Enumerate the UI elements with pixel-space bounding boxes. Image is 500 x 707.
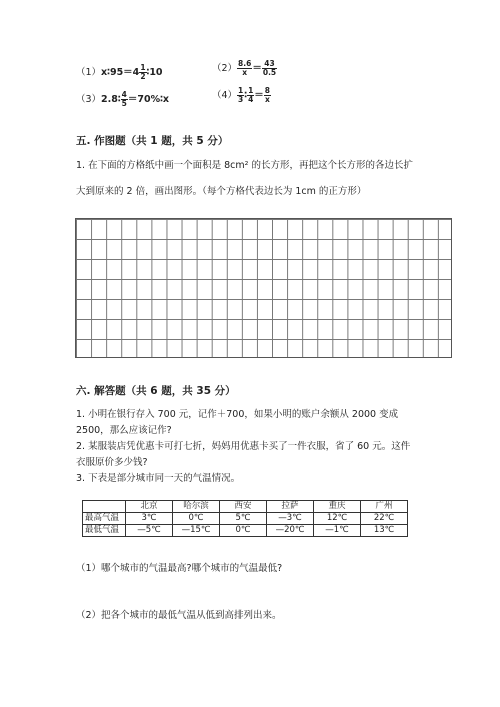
temperature-table [82,500,408,537]
sub-question-2: （2）把各个城市的最低气温从低到高排列出来。 [76,610,282,621]
table-cell: 12℃ [314,513,361,525]
table-cell: —3℃ [267,513,314,525]
city-header: 北京 [126,501,173,513]
section-5-question-1: 1. 在下面的方格纸中画一个面积是 8cm² 的长方形，再把这个长方形的各边长扩 大到原来的 2 倍，画出图形。（每个方格代表边长为 1cm 的正方形） [76,160,413,197]
table-header-row [83,501,408,513]
question-2-line-1: 2. 某服装店凭优惠卡可打七折，妈妈用优惠卡买了一件衣服，省了 60 元。这件 [76,441,411,452]
question-2-line-2: 衣服原价多少钱? [76,457,148,468]
table-cell: —1℃ [314,525,361,537]
question-1-line-2: 2500，那么应该记作? [76,425,172,436]
section-5-title: 五. 作图题（共 1 题，共 5 分） [76,135,229,147]
table-cell: 0℃ [220,525,267,537]
table-row [83,525,408,537]
table-cell: 3℃ [126,513,173,525]
city-header: 重庆 [314,501,361,513]
table-row [83,513,408,525]
table-cell: 22℃ [361,513,408,525]
table-cell: —20℃ [267,525,314,537]
row-label: 最低气温 [83,525,126,537]
fraction: $\frac{8.6}{x}$ [238,59,252,77]
fraction: $\frac{43}{0.5}$ [262,59,277,77]
fraction: $\frac{8}{x}$ [264,86,271,104]
equation-1: （1）x∶95＝4 $\frac{1}{2}$ ∶10 [76,63,163,81]
question-3: 3. 下表是部分城市同一天的气温情况。 [76,473,241,484]
table-cell: 13℃ [361,525,408,537]
row-label: 最高气温 [83,513,126,525]
city-header: 拉萨 [267,501,314,513]
equation-4: （4） $\frac{1}{3}$ ∶ $\frac{1}{4}$ ＝ $\frac{8}{x}$ [212,86,271,104]
fraction: $\frac{1}{3}$ [238,86,244,104]
sub-question-1: （1）哪个城市的气温最高?哪个城市的气温最低? [76,563,283,574]
city-header: 哈尔滨 [173,501,220,513]
fraction: $\frac{4}{5}$ [121,90,127,108]
section-6-questions [76,407,410,487]
table-cell: 5℃ [220,513,267,525]
table-cell: —5℃ [126,525,173,537]
equation-2: （2） $\frac{8.6}{x}$ ＝ $\frac{43}{0.5}$ [212,59,277,77]
fraction: $\frac{1}{4}$ [248,86,254,104]
table-cell: —15℃ [173,525,220,537]
city-header: 广州 [361,501,408,513]
fraction: $\frac{1}{2}$ [140,63,146,81]
table-cell: 0℃ [173,513,220,525]
grid-paper[interactable] [75,218,452,358]
equation-3: （3）2.8∶ $\frac{4}{5}$ ＝70%∶x [76,90,170,108]
section-6-title: 六. 解答题（共 6 题，共 35 分） [76,385,236,397]
city-header: 西安 [220,501,267,513]
question-1-line-1: 1. 小明在银行存入 700 元，记作＋700，如果小明的账户余额从 2000 变成 [76,409,399,420]
